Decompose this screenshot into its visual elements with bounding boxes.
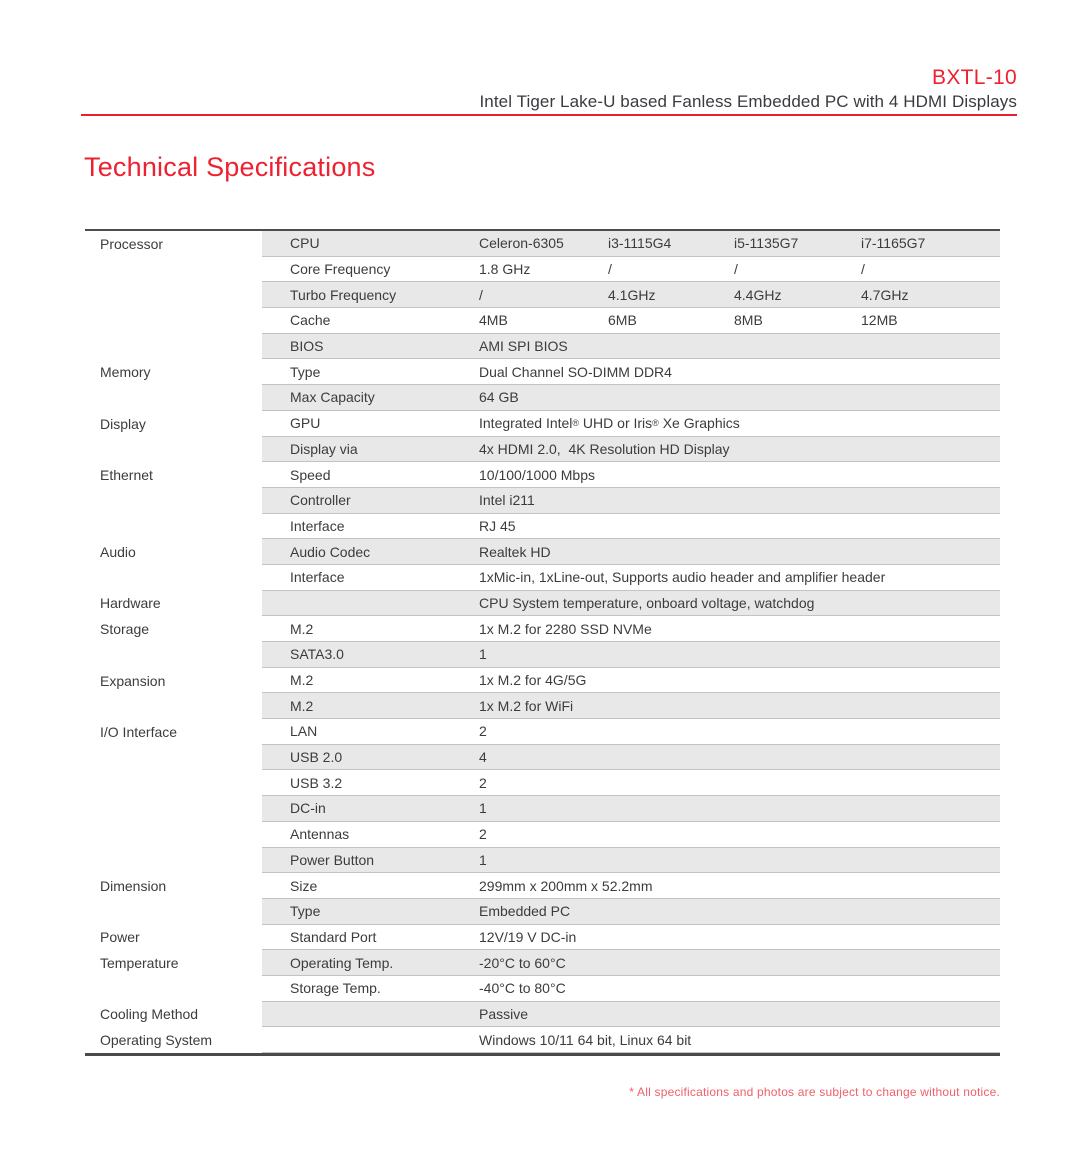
- spec-value-cell: i3-1115G4: [608, 235, 672, 252]
- table-row: [85, 539, 1000, 565]
- spec-value-cell: 1x M.2 for 2280 SSD NVMe: [479, 620, 652, 637]
- spec-value-cell: 4.4GHz: [734, 286, 782, 303]
- table-row: [85, 257, 1000, 283]
- spec-value-cell: 299mm x 200mm x 52.2mm: [479, 877, 653, 894]
- spec-label-cell: USB 2.0: [290, 749, 343, 766]
- category-cell: [85, 565, 262, 591]
- spec-value-cell: Celeron-6305: [479, 235, 564, 252]
- category-cell: [85, 899, 262, 925]
- category-cell: Memory: [85, 359, 262, 385]
- table-row: [85, 770, 1000, 796]
- spec-label-cell: Display via: [290, 440, 358, 457]
- spec-label-cell: [262, 591, 479, 616]
- spec-subrow: [262, 693, 1000, 719]
- spec-value-cell: 10/100/1000 Mbps: [479, 466, 595, 483]
- spec-value-cell: 4: [479, 749, 487, 766]
- spec-subrow: [262, 770, 1000, 796]
- footnote: * All specifications and photos are subject to change without notice.: [629, 1085, 1000, 1099]
- spec-label-cell: Core Frequency: [290, 261, 391, 278]
- spec-value-cell: 1.8 GHz: [479, 261, 531, 278]
- spec-subrow: [262, 848, 1000, 874]
- spec-subrow: [262, 437, 1000, 463]
- table-row: [85, 848, 1000, 874]
- spec-value-cell: 8MB: [734, 312, 763, 329]
- category-cell: I/O Interface: [85, 719, 262, 745]
- header-divider: [81, 114, 1017, 116]
- spec-subrow: [262, 719, 1000, 745]
- spec-value-cell: 4.7GHz: [861, 286, 909, 303]
- spec-value-cell: /: [608, 261, 612, 278]
- spec-label-cell: [262, 1027, 479, 1052]
- spec-value-cell: 4MB: [479, 312, 508, 329]
- spec-value-cell: i7-1165G7: [861, 235, 926, 252]
- category-cell: [85, 257, 262, 283]
- category-cell: [85, 642, 262, 668]
- spec-subrow: [262, 385, 1000, 411]
- table-row: [85, 668, 1000, 694]
- spec-value-cell: 1: [479, 646, 487, 663]
- spec-value-cell: 6MB: [608, 312, 637, 329]
- category-cell: [85, 385, 262, 411]
- spec-value-cell: /: [734, 261, 738, 278]
- category-cell: [85, 796, 262, 822]
- table-row: [85, 334, 1000, 360]
- spec-label-cell: GPU: [290, 415, 321, 432]
- spec-subrow: [262, 488, 1000, 514]
- category-cell: Storage: [85, 616, 262, 642]
- table-row: [85, 950, 1000, 976]
- spec-subrow: [262, 539, 1000, 565]
- category-cell: [85, 488, 262, 514]
- category-cell: [85, 848, 262, 874]
- table-row: [85, 642, 1000, 668]
- spec-label-cell: Interface: [290, 517, 345, 534]
- spec-value-cell: Windows 10/11 64 bit, Linux 64 bit: [479, 1031, 692, 1048]
- spec-label-cell: Standard Port: [290, 928, 377, 945]
- spec-label-cell: M.2: [290, 697, 314, 714]
- spec-subrow: [262, 642, 1000, 668]
- table-row: [85, 282, 1000, 308]
- spec-label-cell: Turbo Frequency: [290, 286, 397, 303]
- spec-subrow: [262, 308, 1000, 334]
- spec-value-cell: /: [479, 286, 483, 303]
- spec-label-cell: DC-in: [290, 800, 326, 817]
- spec-value-cell: 1x M.2 for WiFi: [479, 697, 574, 714]
- spec-subrow: [262, 257, 1000, 283]
- spec-subrow: [262, 334, 1000, 360]
- category-cell: [85, 822, 262, 848]
- category-cell: Hardware: [85, 591, 262, 617]
- product-subtitle: Intel Tiger Lake-U based Fanless Embedded PC with 4 HDMI Displays: [479, 92, 1017, 111]
- spec-subrow: [262, 950, 1000, 976]
- spec-subrow: [262, 514, 1000, 540]
- spec-value-cell: -20°C to 60°C: [479, 954, 566, 971]
- category-cell: [85, 770, 262, 796]
- spec-value-cell: 12V/19 V DC-in: [479, 928, 577, 945]
- table-row: [85, 1002, 1000, 1028]
- category-cell: Audio: [85, 539, 262, 565]
- spec-label-cell: Speed: [290, 466, 331, 483]
- spec-value-cell: Realtek HD: [479, 543, 551, 560]
- spec-value-cell: -40°C to 80°C: [479, 980, 566, 997]
- spec-subrow: [262, 1027, 1000, 1053]
- category-cell: Ethernet: [85, 462, 262, 488]
- spec-subrow: [262, 822, 1000, 848]
- spec-subrow: [262, 231, 1000, 257]
- spec-subrow: [262, 282, 1000, 308]
- spec-label-cell: Cache: [290, 312, 331, 329]
- spec-value-cell: 2: [479, 774, 487, 791]
- category-cell: [85, 745, 262, 771]
- spec-label-cell: M.2: [290, 672, 314, 689]
- table-row: [85, 385, 1000, 411]
- spec-label-cell: Power Button: [290, 851, 375, 868]
- spec-value-cell: RJ 45: [479, 517, 516, 534]
- spec-value-cell: 64 GB: [479, 389, 519, 406]
- spec-label-cell: Size: [290, 877, 318, 894]
- spec-subrow: [262, 976, 1000, 1002]
- table-row: [85, 462, 1000, 488]
- spec-value-cell: 1: [479, 800, 487, 817]
- category-cell: Power: [85, 925, 262, 951]
- spec-value-cell: 1xMic-in, 1xLine-out, Supports audio header and amplifier header: [479, 569, 886, 586]
- spec-value-cell: AMI SPI BIOS: [479, 338, 568, 355]
- spec-label-cell: LAN: [290, 723, 318, 740]
- spec-subrow: [262, 411, 1000, 437]
- table-row: [85, 822, 1000, 848]
- table-row: [85, 411, 1000, 437]
- spec-label-cell: Operating Temp.: [290, 954, 394, 971]
- spec-value-cell: Integrated Intel ® UHD or Iris ® Xe Graphics: [479, 415, 740, 432]
- spec-subrow: [262, 668, 1000, 694]
- spec-value-cell: Embedded PC: [479, 903, 571, 920]
- table-row: [85, 873, 1000, 899]
- category-cell: [85, 334, 262, 360]
- spec-label-cell: Audio Codec: [290, 543, 371, 560]
- spec-value-cell: 2: [479, 723, 487, 740]
- category-cell: Dimension: [85, 873, 262, 899]
- section-title: Technical Specifications: [84, 152, 376, 182]
- category-cell: [85, 437, 262, 463]
- category-cell: [85, 308, 262, 334]
- spec-subrow: [262, 873, 1000, 899]
- table-row: [85, 899, 1000, 925]
- spec-value-cell: i5-1135G7: [734, 235, 799, 252]
- category-cell: Temperature: [85, 950, 262, 976]
- table-row: [85, 565, 1000, 591]
- spec-label-cell: Storage Temp.: [290, 980, 381, 997]
- table-row: [85, 591, 1000, 617]
- spec-value-cell: 4x HDMI 2.0, 4K Resolution HD Display: [479, 440, 730, 457]
- spec-label-cell: Type: [290, 903, 321, 920]
- table-row: [85, 231, 1000, 257]
- category-cell: [85, 976, 262, 1002]
- spec-label-cell: SATA3.0: [290, 646, 344, 663]
- category-cell: Cooling Method: [85, 1002, 262, 1028]
- spec-value-cell: Passive: [479, 1005, 529, 1022]
- spec-value-cell: 1: [479, 851, 487, 868]
- spec-label-cell: Interface: [290, 569, 345, 586]
- spec-label-cell: Max Capacity: [290, 389, 375, 406]
- table-row: [85, 616, 1000, 642]
- spec-label-cell: Controller: [290, 492, 351, 509]
- table-row: [85, 488, 1000, 514]
- page-header: [479, 66, 1017, 112]
- spec-value-cell: Dual Channel SO-DIMM DDR4: [479, 363, 672, 380]
- spec-label-cell: BIOS: [290, 338, 324, 355]
- spec-label-cell: USB 3.2: [290, 774, 343, 791]
- category-cell: Processor: [85, 231, 262, 257]
- table-row: [85, 745, 1000, 771]
- spec-value-cell: /: [861, 261, 865, 278]
- spec-value-cell: 4.1GHz: [608, 286, 656, 303]
- table-row: [85, 359, 1000, 385]
- product-model: BXTL-10: [932, 66, 1017, 89]
- category-cell: Expansion: [85, 668, 262, 694]
- table-row: [85, 693, 1000, 719]
- category-cell: [85, 514, 262, 540]
- spec-subrow: [262, 745, 1000, 771]
- category-cell: [85, 282, 262, 308]
- spec-label-cell: Type: [290, 363, 321, 380]
- category-cell: [85, 693, 262, 719]
- spec-label-cell: M.2: [290, 620, 314, 637]
- spec-value-cell: 1x M.2 for 4G/5G: [479, 672, 587, 689]
- spec-label-cell: Antennas: [290, 826, 350, 843]
- table-row: [85, 925, 1000, 951]
- spec-value-cell: 2: [479, 826, 487, 843]
- category-cell: Operating System: [85, 1027, 262, 1053]
- spec-value-cell: Intel i211: [479, 492, 535, 509]
- spec-subrow: [262, 616, 1000, 642]
- spec-subrow: [262, 462, 1000, 488]
- spec-subrow: [262, 565, 1000, 591]
- table-row: [85, 976, 1000, 1002]
- spec-subrow: [262, 899, 1000, 925]
- table-row: [85, 437, 1000, 463]
- spec-subrow: [262, 359, 1000, 385]
- spec-subrow: [262, 925, 1000, 951]
- spec-label-cell: CPU: [290, 235, 320, 252]
- table-row: [85, 719, 1000, 745]
- spec-subrow: [262, 591, 1000, 617]
- spec-table: [85, 229, 1000, 1056]
- spec-value-cell: CPU System temperature, onboard voltage, watchdog: [479, 594, 815, 611]
- table-row: [85, 514, 1000, 540]
- category-cell: Display: [85, 411, 262, 437]
- table-row: [85, 308, 1000, 334]
- table-row: [85, 796, 1000, 822]
- spec-value-cell: 12MB: [861, 312, 898, 329]
- table-row: [85, 1027, 1000, 1053]
- spec-subrow: [262, 1002, 1000, 1028]
- spec-label-cell: [262, 1002, 479, 1027]
- spec-subrow: [262, 796, 1000, 822]
